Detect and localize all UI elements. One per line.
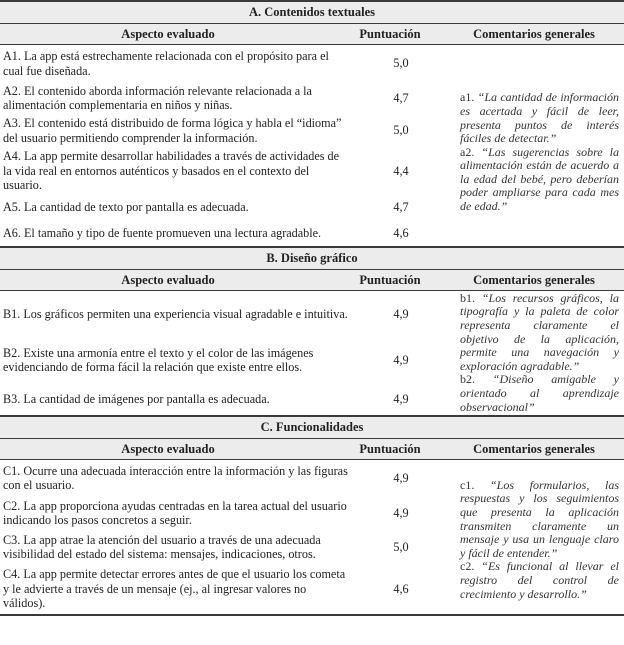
column-header-score: Puntuación — [359, 27, 421, 41]
comment — [460, 373, 619, 414]
comments-cell — [444, 45, 624, 246]
score-cell: 5,0 — [393, 539, 409, 554]
table-row — [0, 114, 444, 147]
aspect-cell: C2. La app proporciona ayudas centradas en la tarea actual del usuario indicando los pasos concretos a seguir. — [3, 498, 347, 527]
comment-text: “Los formularios, las respuestas y los seguimientos que presenta la aplicación transmiten claramente un mensaje y usa un lenguaje claro y fácil de entender.” — [460, 477, 619, 560]
table-row — [0, 530, 444, 564]
column-header-row — [0, 270, 624, 291]
comments-cell — [444, 460, 624, 614]
aspect-cell: A1. La app está estrechamente relacionada con el propósito para el cual fue diseñada. — [3, 49, 329, 78]
aspect-cell: C1. Ocurre una adecuada interacción entre la información y las figuras con el usuario. — [3, 463, 348, 492]
table-row — [0, 45, 444, 82]
aspect-cell: A2. El contenido aborda información relevante relacionada a la alimentación complementaria en niños y niñas. — [3, 83, 312, 112]
table-row — [0, 291, 444, 337]
aspect-cell: B2. Existe una armonía entre el texto y el color de las imágenes evidenciando de forma fácil la relación que existe entre ellos. — [3, 345, 314, 374]
section-a — [0, 0, 624, 246]
comment-tag: b1. — [460, 290, 475, 305]
comment-tag: a2. — [460, 144, 475, 159]
column-header-aspect: Aspecto evaluado — [121, 442, 215, 456]
section-title: A. Contenidos textuales — [0, 0, 624, 24]
column-header-comments: Comentarios generales — [473, 273, 595, 287]
comment — [460, 479, 619, 561]
comment — [460, 560, 619, 601]
table-row — [0, 564, 444, 614]
aspect-cell: A4. La app permite desarrollar habilidades a través de actividades de la vida real en entornos auténticos y basados en el contexto del usuario. — [3, 149, 340, 193]
column-header-aspect: Aspecto evaluado — [121, 273, 215, 287]
comments-cell — [444, 291, 624, 415]
column-header-comments: Comentarios generales — [473, 27, 595, 41]
section-title: C. Funcionalidades — [0, 415, 624, 439]
table-row — [0, 383, 444, 415]
column-header-row — [0, 24, 624, 45]
table-bottom-rule — [0, 614, 624, 616]
score-cell: 4,7 — [393, 200, 409, 215]
aspect-cell: C4. La app permite detectar errores antes de que el usuario los cometa y le advierte a través de un mensaje (ej., al ingresar valores no válidos). — [3, 567, 346, 611]
score-cell: 5,0 — [393, 56, 409, 71]
score-cell: 4,9 — [393, 306, 409, 321]
section-c — [0, 415, 624, 616]
aspect-cell: A5. La cantidad de texto por pantalla es adecuada. — [3, 200, 249, 215]
section-title: B. Diseño gráfico — [0, 246, 624, 270]
comment-text: “Es funcional al llevar el registro del control de crecimiento y desarrollo.” — [460, 559, 619, 601]
column-header-row — [0, 439, 624, 460]
table-row — [0, 460, 444, 496]
column-header-score: Puntuación — [359, 442, 421, 456]
aspect-cell: B3. La cantidad de imágenes por pantalla es adecuada. — [3, 391, 270, 406]
table-row — [0, 147, 444, 195]
score-cell: 4,4 — [393, 163, 409, 178]
section-b — [0, 246, 624, 415]
table-row — [0, 496, 444, 530]
table-row — [0, 82, 444, 114]
score-cell: 4,9 — [393, 505, 409, 520]
table-row — [0, 337, 444, 383]
column-header-comments: Comentarios generales — [473, 442, 595, 456]
comment-tag: b2. — [460, 372, 475, 387]
score-cell: 4,6 — [393, 225, 409, 240]
column-header-aspect: Aspecto evaluado — [121, 27, 215, 41]
aspect-cell: B1. Los gráficos permiten una experiencia visual agradable e intuitiva. — [3, 306, 348, 321]
table-row — [0, 195, 444, 220]
comment-text: “La cantidad de información es acertada y fácil de leer, presenta puntos de interés fáciles de detectar.” — [460, 90, 619, 146]
comment-text: “Diseño amigable y orientado al aprendizaje observacional” — [460, 372, 619, 414]
comment — [460, 146, 619, 214]
score-cell: 5,0 — [393, 123, 409, 138]
score-cell: 4,7 — [393, 90, 409, 105]
comment — [460, 292, 619, 374]
score-cell: 4,9 — [393, 391, 409, 406]
score-cell: 4,9 — [393, 352, 409, 367]
score-cell: 4,9 — [393, 470, 409, 485]
score-cell: 4,6 — [393, 581, 409, 596]
comment-tag: a1. — [460, 90, 475, 105]
comment — [460, 91, 619, 145]
comment-text: “Los recursos gráficos, la tipografía y la paleta de color representa claramente el objetivo de la aplicación, permite una navegación y exploración agradable.” — [460, 290, 619, 373]
comment-tag: c2. — [460, 559, 475, 574]
aspect-cell: A3. El contenido está distribuido de forma lógica y habla el “idioma” del usuario permitiendo comprender la información. — [3, 116, 342, 145]
comment-tag: c1. — [460, 477, 475, 492]
table-row — [0, 220, 444, 246]
aspect-cell: A6. El tamaño y tipo de fuente promueven una lectura agradable. — [3, 225, 322, 240]
comment-text: “Las sugerencias sobre la alimentación están de acuerdo a la edad del bebé, pero deberían poder ampliarse para cada mes de edad.” — [460, 144, 620, 214]
aspect-cell: C3. La app atrae la atención del usuario a través de una adecuada visibilidad del estado del sistema: mensajes, indicaciones, otros. — [3, 532, 321, 561]
column-header-score: Puntuación — [359, 273, 421, 287]
